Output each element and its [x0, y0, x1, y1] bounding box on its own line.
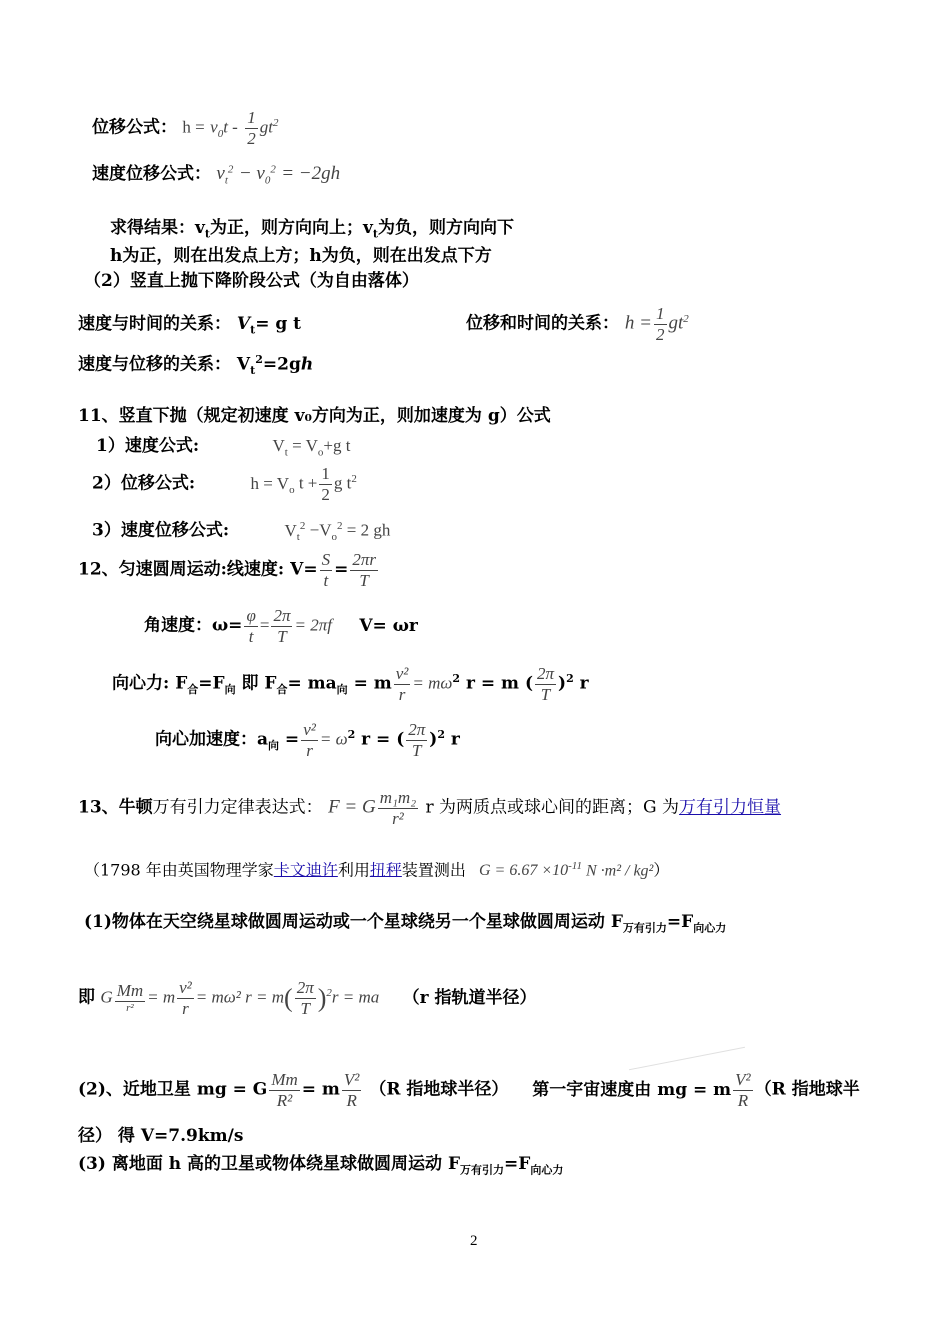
velocity-displacement-formula-line: 速度位移公式： $v_t^2 - v_0^2 = -2gh$ [92, 163, 341, 187]
orbit-statement-1: (1)物体在天空绕星球做圆周运动或一个星球绕另一个星球做圆周运动 $F_{万有引力}=F_{向心力}$ [84, 912, 727, 935]
page-number: 2 [470, 1233, 478, 1249]
gravitational-constant-link[interactable]: 万有引力恒量 [679, 797, 782, 818]
torsion-balance-link[interactable]: 扭秤 [369, 860, 402, 880]
section-12-linear-velocity: 12、匀速圆周运动:线速度: V= $\frac{S}{t}$ = $\frac{2\pi r}{T}$ [78, 550, 376, 590]
section-11-heading: 11、竖直下抛（规定初速度 v₀方向为正，则加速度为 g）公式 [78, 406, 551, 426]
cavendish-line: （1798 年由英国物理学家卡文迪许利用扭秤装置测出 $G = 6.67 \times 10^{-11}$ N ·m² / kg²） [84, 860, 670, 880]
section-11-displacement: 2）位移公式: $h = V_o$ t + $\frac{1}{2}$ g $t^2$ [92, 464, 357, 504]
orbit-statement-3: (3) 离地面 h 高的卫星或物体绕星球做圆周运动 $F_{万有引力}=F_{向心力}$ [78, 1154, 564, 1177]
displacement-time-line: 位移和时间的关系： h = $\frac{1}{2}$ $gt^2$ [466, 304, 689, 344]
section-13-gravitation: 13、牛顿万有引力定律表达式： F = G $\frac{\text{m₁m₂}}{\text{r²}}$ r 为两质点或球心间的距离；G 为万有引力恒量 [78, 788, 782, 828]
angular-velocity-line: 角速度：ω= $\frac{\varphi}{t}$ = $\frac{2\pi}{T}$ = 2πf V= ωr [144, 606, 418, 646]
velocity-time-line: 速度与时间的关系： $V_t= g$ t [78, 314, 302, 337]
cavendish-link[interactable]: 卡文迪许 [273, 860, 338, 880]
section-11-velocity-displacement: 3）速度位移公式: $V_t^2 -V_o^2 = 2$ gh [92, 520, 391, 544]
first-cosmic-velocity-result: 径） 得 V=7.9km/s [78, 1126, 244, 1146]
section-heading-free-fall: （2）竖直上抛下降阶段公式（为自由落体） [84, 271, 419, 291]
orbit-equation-line: 即 G $\frac{Mm}{\text{r²}}$ = m $\frac{\text{v²}}{r}$ = mω² r = m( $\frac{2\pi}{T}$ )$^2$r = ma （r 指轨道半径） [78, 978, 537, 1018]
centripetal-force-line: 向心力: $F_合=F_向$ 即 $F_合= ma_向 = m$ $\frac{\text{v²}}{r}$ = $m\omega^2$ r = m ( $\frac{2\pi}{T}$ )$^2$ r [112, 664, 589, 704]
result-line-2: h为正，则在出发点上方；h为负，则在出发点下方 [110, 246, 492, 266]
label: 位移公式： [92, 117, 177, 138]
result-line-1: 求得结果：$v_t$为正，则方向向上；$v_t$为负，则方向向下 [110, 218, 514, 241]
fraction: $\frac{1}{2}$ [247, 108, 256, 148]
centripetal-acceleration-line: 向心加速度：$a_向$ = $\frac{\text{v²}}{r}$ = $\omega^2$ r = ( $\frac{2\pi}{T}$ )$^2$ r [155, 720, 460, 760]
velocity-displacement-line: 速度与位移的关系： $V_t^2=2gh$ [78, 353, 314, 378]
near-earth-satellite-line: (2)、近地卫星 mg = G $\frac{Mm}{\text{R²}}$ = m $\frac{\text{V²}}{R}$ （R 指地球半径） 第一宇宙速度由 mg = m $\frac{\text{V²}}{R}$ （R 指地球半 [78, 1070, 860, 1110]
faint-line-mark [629, 1047, 745, 1070]
section-11-velocity: 1）速度公式: $V_t = V_o+g$ t [96, 436, 351, 459]
displacement-formula-line: 位移公式： $h = v_0t$ - $\frac{1}{2}$ $gt^2$ [92, 108, 279, 148]
